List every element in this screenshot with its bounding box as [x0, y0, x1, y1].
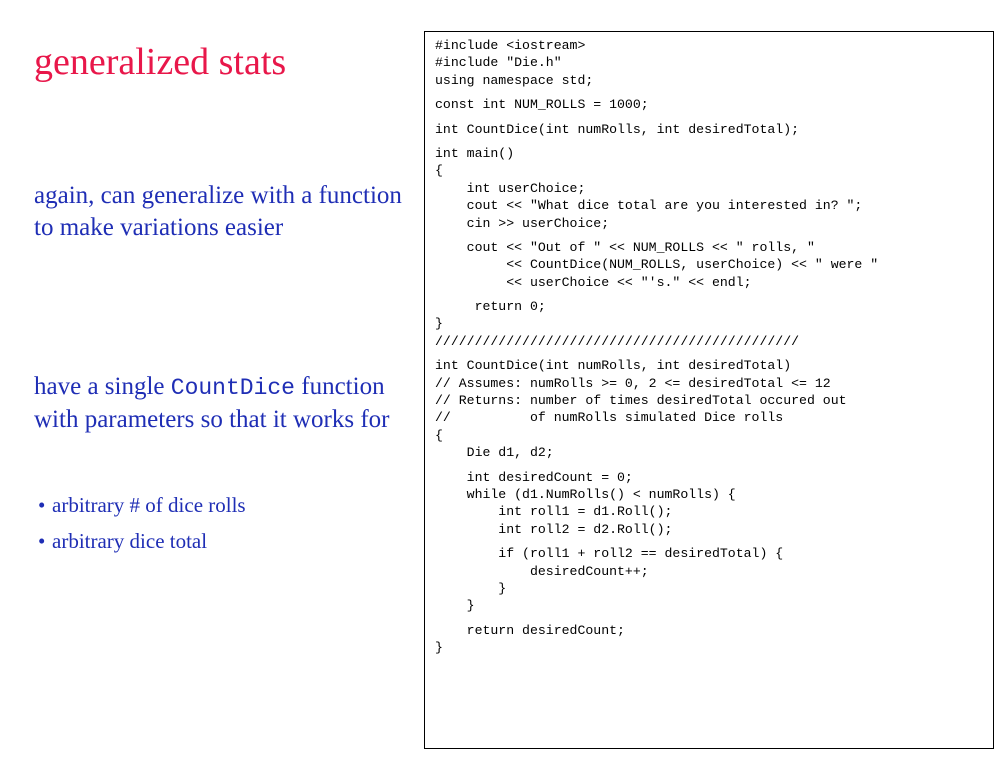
code-line: } [435, 316, 443, 332]
code-line: // Returns: number of times desiredTotal occured out [435, 393, 847, 409]
code-line [435, 615, 878, 622]
code-line: return desiredCount; [435, 622, 625, 638]
code-line: int userChoice; [435, 180, 586, 196]
code-line: int desiredCount = 0; [435, 469, 633, 485]
paragraph-generalize: again, can generalize with a function to make variations easier [34, 182, 402, 241]
code-line: desiredCount++; [435, 563, 649, 579]
code-line: using namespace std; [435, 72, 594, 88]
code-line: cout << "What dice total are you interested in? "; [435, 198, 863, 214]
code-line [435, 138, 878, 145]
code-line [435, 114, 878, 121]
slide-title: generalized stats [34, 41, 287, 83]
code-line: cout << "Out of " << NUM_ROLLS << " rolls, " [435, 239, 815, 255]
bullet-text: arbitrary # of dice rolls [52, 493, 246, 517]
inline-code-countdice: CountDice [170, 375, 295, 401]
paragraph-countdice [34, 371, 406, 436]
code-line: } [435, 598, 475, 614]
code-listing-box [424, 31, 994, 749]
bullet-dot-icon: • [38, 529, 46, 553]
bullet-dot-icon: • [38, 493, 46, 517]
code-line: while (d1.NumRolls() < numRolls) { [435, 486, 736, 502]
code-line: } [435, 580, 507, 596]
code-listing [435, 37, 878, 657]
code-line: int CountDice(int numRolls, int desiredTotal) [435, 358, 792, 374]
code-line [435, 538, 878, 545]
code-line: #include "Die.h" [435, 55, 562, 71]
code-line: } [435, 640, 443, 656]
code-line [435, 462, 878, 469]
paragraph-text-after: function with parameters so that it works for [34, 373, 390, 433]
code-line: { [435, 427, 443, 443]
code-line [435, 291, 878, 298]
bullet-item [38, 487, 246, 523]
code-line: << CountDice(NUM_ROLLS, userChoice) << " were " [435, 257, 879, 273]
code-line [435, 89, 878, 96]
bullet-item [38, 523, 246, 559]
code-line: int roll1 = d1.Roll(); [435, 504, 673, 520]
code-line: return 0; [435, 299, 546, 315]
code-line: << userChoice << "'s." << endl; [435, 274, 752, 290]
code-line: int roll2 = d2.Roll(); [435, 521, 673, 537]
code-line: #include <iostream> [435, 38, 586, 53]
code-line: { [435, 163, 443, 179]
code-line: ////////////////////////////////////////////// [435, 333, 800, 349]
bullet-list [38, 487, 246, 559]
code-line: cin >> userChoice; [435, 215, 610, 231]
bullet-text: arbitrary dice total [52, 529, 208, 553]
code-line [435, 350, 878, 357]
code-line: if (roll1 + roll2 == desiredTotal) { [435, 546, 784, 562]
code-line: int main() [435, 145, 515, 161]
paragraph-text-before: have a single [34, 373, 171, 400]
code-line: Die d1, d2; [435, 445, 554, 461]
code-line [435, 232, 878, 239]
code-line: const int NUM_ROLLS = 1000; [435, 97, 649, 113]
code-line: // of numRolls simulated Dice rolls [435, 410, 784, 426]
code-line: // Assumes: numRolls >= 0, 2 <= desiredTotal <= 12 [435, 375, 831, 391]
code-line: int CountDice(int numRolls, int desiredTotal); [435, 121, 800, 137]
